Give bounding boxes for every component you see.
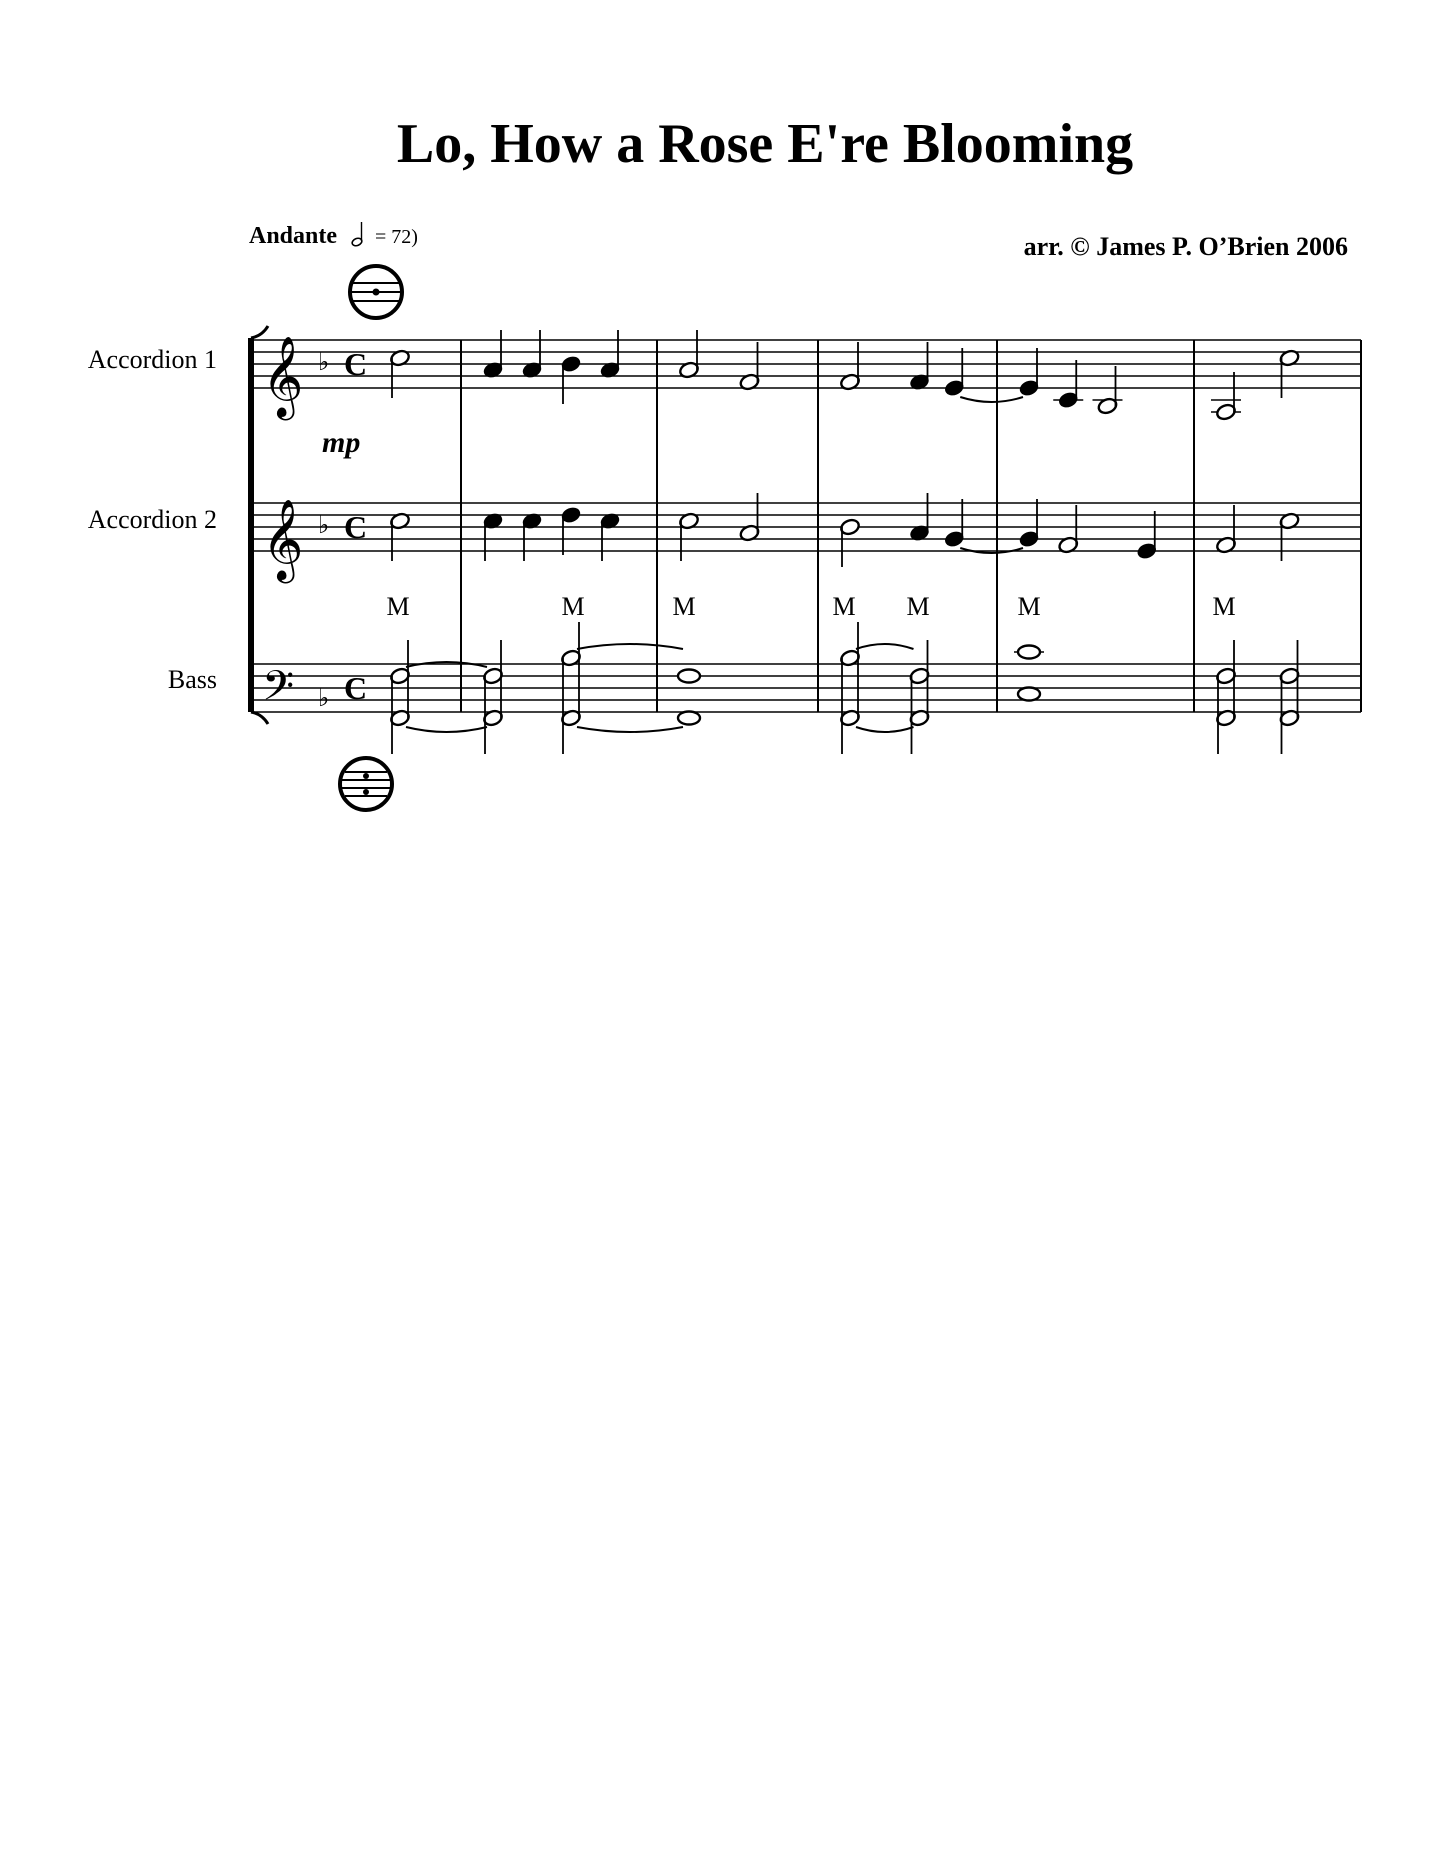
notehead xyxy=(1018,646,1040,659)
bass-mark: M xyxy=(672,592,696,621)
bass-clef-icon: 𝄢 xyxy=(262,662,295,720)
tempo-word: Andante xyxy=(249,223,338,249)
dynamic-marking: mp xyxy=(322,426,361,459)
bass-mark: M xyxy=(832,592,856,621)
tie xyxy=(960,397,1023,402)
arranger-credit: arr. © James P. O’Brien 2006 xyxy=(1023,232,1348,261)
instrument-label-accordion-2: Accordion 2 xyxy=(87,505,217,534)
bass-mark: M xyxy=(906,592,930,621)
tie xyxy=(856,644,914,649)
bass-mark: M xyxy=(386,592,410,621)
instrument-label-bass: Bass xyxy=(167,665,217,694)
time-signature: C xyxy=(344,670,368,706)
notehead xyxy=(1018,688,1040,701)
tie xyxy=(577,644,683,649)
bass-mark: M xyxy=(1017,592,1041,621)
treble-register-icon xyxy=(350,266,402,318)
tempo-value: = 72) xyxy=(375,226,418,248)
tie xyxy=(577,727,683,732)
notehead xyxy=(678,712,700,725)
bass-mark: M xyxy=(1212,592,1236,621)
tie xyxy=(856,727,914,732)
bass-mark: M xyxy=(561,592,585,621)
tie xyxy=(406,727,487,732)
page-title: Lo, How a Rose E're Blooming xyxy=(396,113,1134,175)
notehead xyxy=(678,670,700,683)
key-signature-flat: ♭ xyxy=(318,348,330,376)
bass-register-icon xyxy=(340,758,392,810)
time-signature: C xyxy=(344,509,368,545)
key-signature-flat: ♭ xyxy=(318,684,330,712)
time-signature: C xyxy=(344,346,368,382)
treble-clef-icon: 𝄞 xyxy=(262,498,304,580)
treble-clef-icon: 𝄞 xyxy=(262,335,304,417)
instrument-label-accordion-1: Accordion 1 xyxy=(87,345,217,374)
key-signature-flat: ♭ xyxy=(318,511,330,539)
